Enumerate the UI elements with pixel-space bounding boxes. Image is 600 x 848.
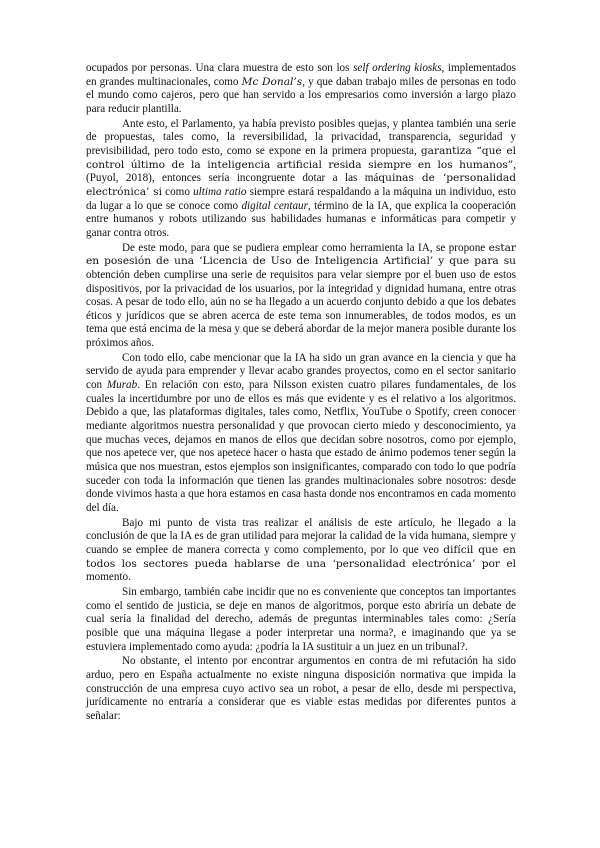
p1-seg-0: ocupados por personas. Una clara muestra de esto son los	[86, 62, 354, 74]
p1-seg-2: , implementados en grandes multinacionales, como	[86, 62, 516, 88]
p2-seg-0: Ante esto, el Parlamento, ya había previsto posibles quejas, y plantea también una serie de propuestas, tales como, la reversibilidad, la privacidad, transparencia, seguridad y previsibilidad, pero todo esto, como se expone en la primera propuesta,	[86, 117, 516, 157]
paragraph-2	[86, 118, 516, 241]
paragraph-7	[86, 655, 516, 723]
p4-seg-0: Con todo ello, cabe mencionar que la IA ha sido un gran avance en la ciencia y que ha servido de ayuda para emprender y llevar acabo grandes proyectos, como en el sector sanitario con	[86, 351, 516, 392]
p2-seg-1: garantiza “que el control último de la inteligencia artificial resida siempre en los humanos”	[86, 144, 516, 171]
p2-seg-8: , término de la IA, que explica la cooperación entre humanos y robots utilizando sus habilidades humanas e informáticas para competir y ganar contra otros.	[86, 199, 516, 239]
paragraph-5	[86, 517, 516, 585]
paragraph-6	[86, 586, 516, 654]
p2-seg-3: quinas de ‘personalidad electrónica’ si	[86, 172, 516, 198]
p1-seg-4: , y que daban trabajo miles de personas en todo el mundo como cajeros, pero que han servido a los empresarios como inversión a largo plazo para reducir plantilla.	[86, 75, 516, 115]
p4-seg-1: Murab	[106, 379, 138, 392]
paragraph-3	[86, 242, 516, 351]
p3-seg-1: estar en posesión de una ‘Licencia de Uso de Inteligencia Artificial’ y que para su	[86, 241, 516, 268]
p2-seg-6: siempre estará respaldando a la máquina un individuo, esto da lugar a lo que se conoce como	[86, 185, 516, 212]
p7-seg-0: No obstante, el intento por encontrar argumentos en contra de mi refutación ha sido arduo, pero en España actualmente no existe ninguna disposición normativa que impida la construcción de una empresa cuyo activo sea un robot, a pesar de ello, desde mi perspectiva, jurídicamente no entraría a considerar que es viable estas medidas por diferentes puntos a señalar:	[86, 655, 516, 722]
p5-seg-1: difícil que en todos los sectores pueda hablarse de una ‘personalidad electrónica’ por el	[86, 543, 516, 570]
document-page	[86, 62, 516, 724]
p5-seg-0: Bajo mi punto de vista tras realizar el análisis de este artículo, he llegado a la conclusión de que la IA es de gran utilidad para mejorar la calidad de la vida humana, siempre y cuando se emplee de manera correcta y como complemento, por lo que veo	[86, 516, 516, 556]
p2-seg-2: , (Puyol, 2018), entonces sería incongruente dotar a las má	[86, 158, 516, 185]
p6-seg-0: Sin embargo, también cabe incidir que no es conveniente que conceptos tan importantes como el sentido de justicia, se deje en manos de algoritmos, porque esto abriría un debate de cual sería la finalidad del derecho, además de preguntas interminables tales como: ¿Sería posible que una máquina llegase a poder interpretar una norma?, e imaginando que ya se estuviera implementado como ayuda: ¿podría la IA sustituir a un juez en un tribunal?.	[86, 585, 516, 653]
p1-seg-3: Mc Donal’s	[241, 75, 303, 88]
p2-seg-5: ultima ratio	[193, 185, 247, 198]
p5-seg-2: momento.	[86, 571, 131, 584]
paragraph-4	[86, 352, 516, 516]
p2-seg-7: digital centaur	[241, 199, 308, 212]
p1-seg-1: self ordering kiosks	[353, 62, 442, 74]
paragraph-1	[86, 62, 516, 117]
p4-seg-2: . En relación con esto, para Nilsson existen cuatro pilares fundamentales, de los cuales la incertidumbre por uno de ellos es más que evidente y es el relativo a los algoritmos. Debido a que, las plataformas digitales, tales como, Netflix, YouTube o Spotify, creen conocer mediante algoritmos nuestra personalidad y que provocan cierto miedo y desconocimiento, ya que muchas veces, dejamos en manos de ellos que decidan sobre nosotros, como por ejemplo, que nos apetece ver, que nos apetece hacer o hasta que estado de ánimo podemos tener según la música que nos muestran, estos ejemplos son insignificantes, comparado con todo lo que podría suceder con toda la información que tienen las grandes multinacionales sobre nosotros: desde donde vivimos hasta a que hora estamos en casa hasta donde nos encontramos en cada momento del día.	[86, 379, 517, 514]
p3-seg-2: obtención deben cumplirse una serie de requisitos para velar siempre por el buen uso de estos dispositivos, por la privacidad de los usuarios, por la integridad y dignidad humana, entre otras cosas. A pesar de todo ello, aún no se ha llegado a un acuerdo conjunto debido a que los debates éticos y jurídicos que se abren acerca de este tema son innumerables, de todos modos, es un tema que está encima de la mesa y que se deberá abordar de la mejor manera posible durante los próximos años.	[86, 268, 516, 350]
p2-seg-4: como	[161, 185, 194, 198]
p3-seg-0: De este modo, para que se pudiera emplear como herramienta la IA, se propone	[122, 241, 489, 254]
